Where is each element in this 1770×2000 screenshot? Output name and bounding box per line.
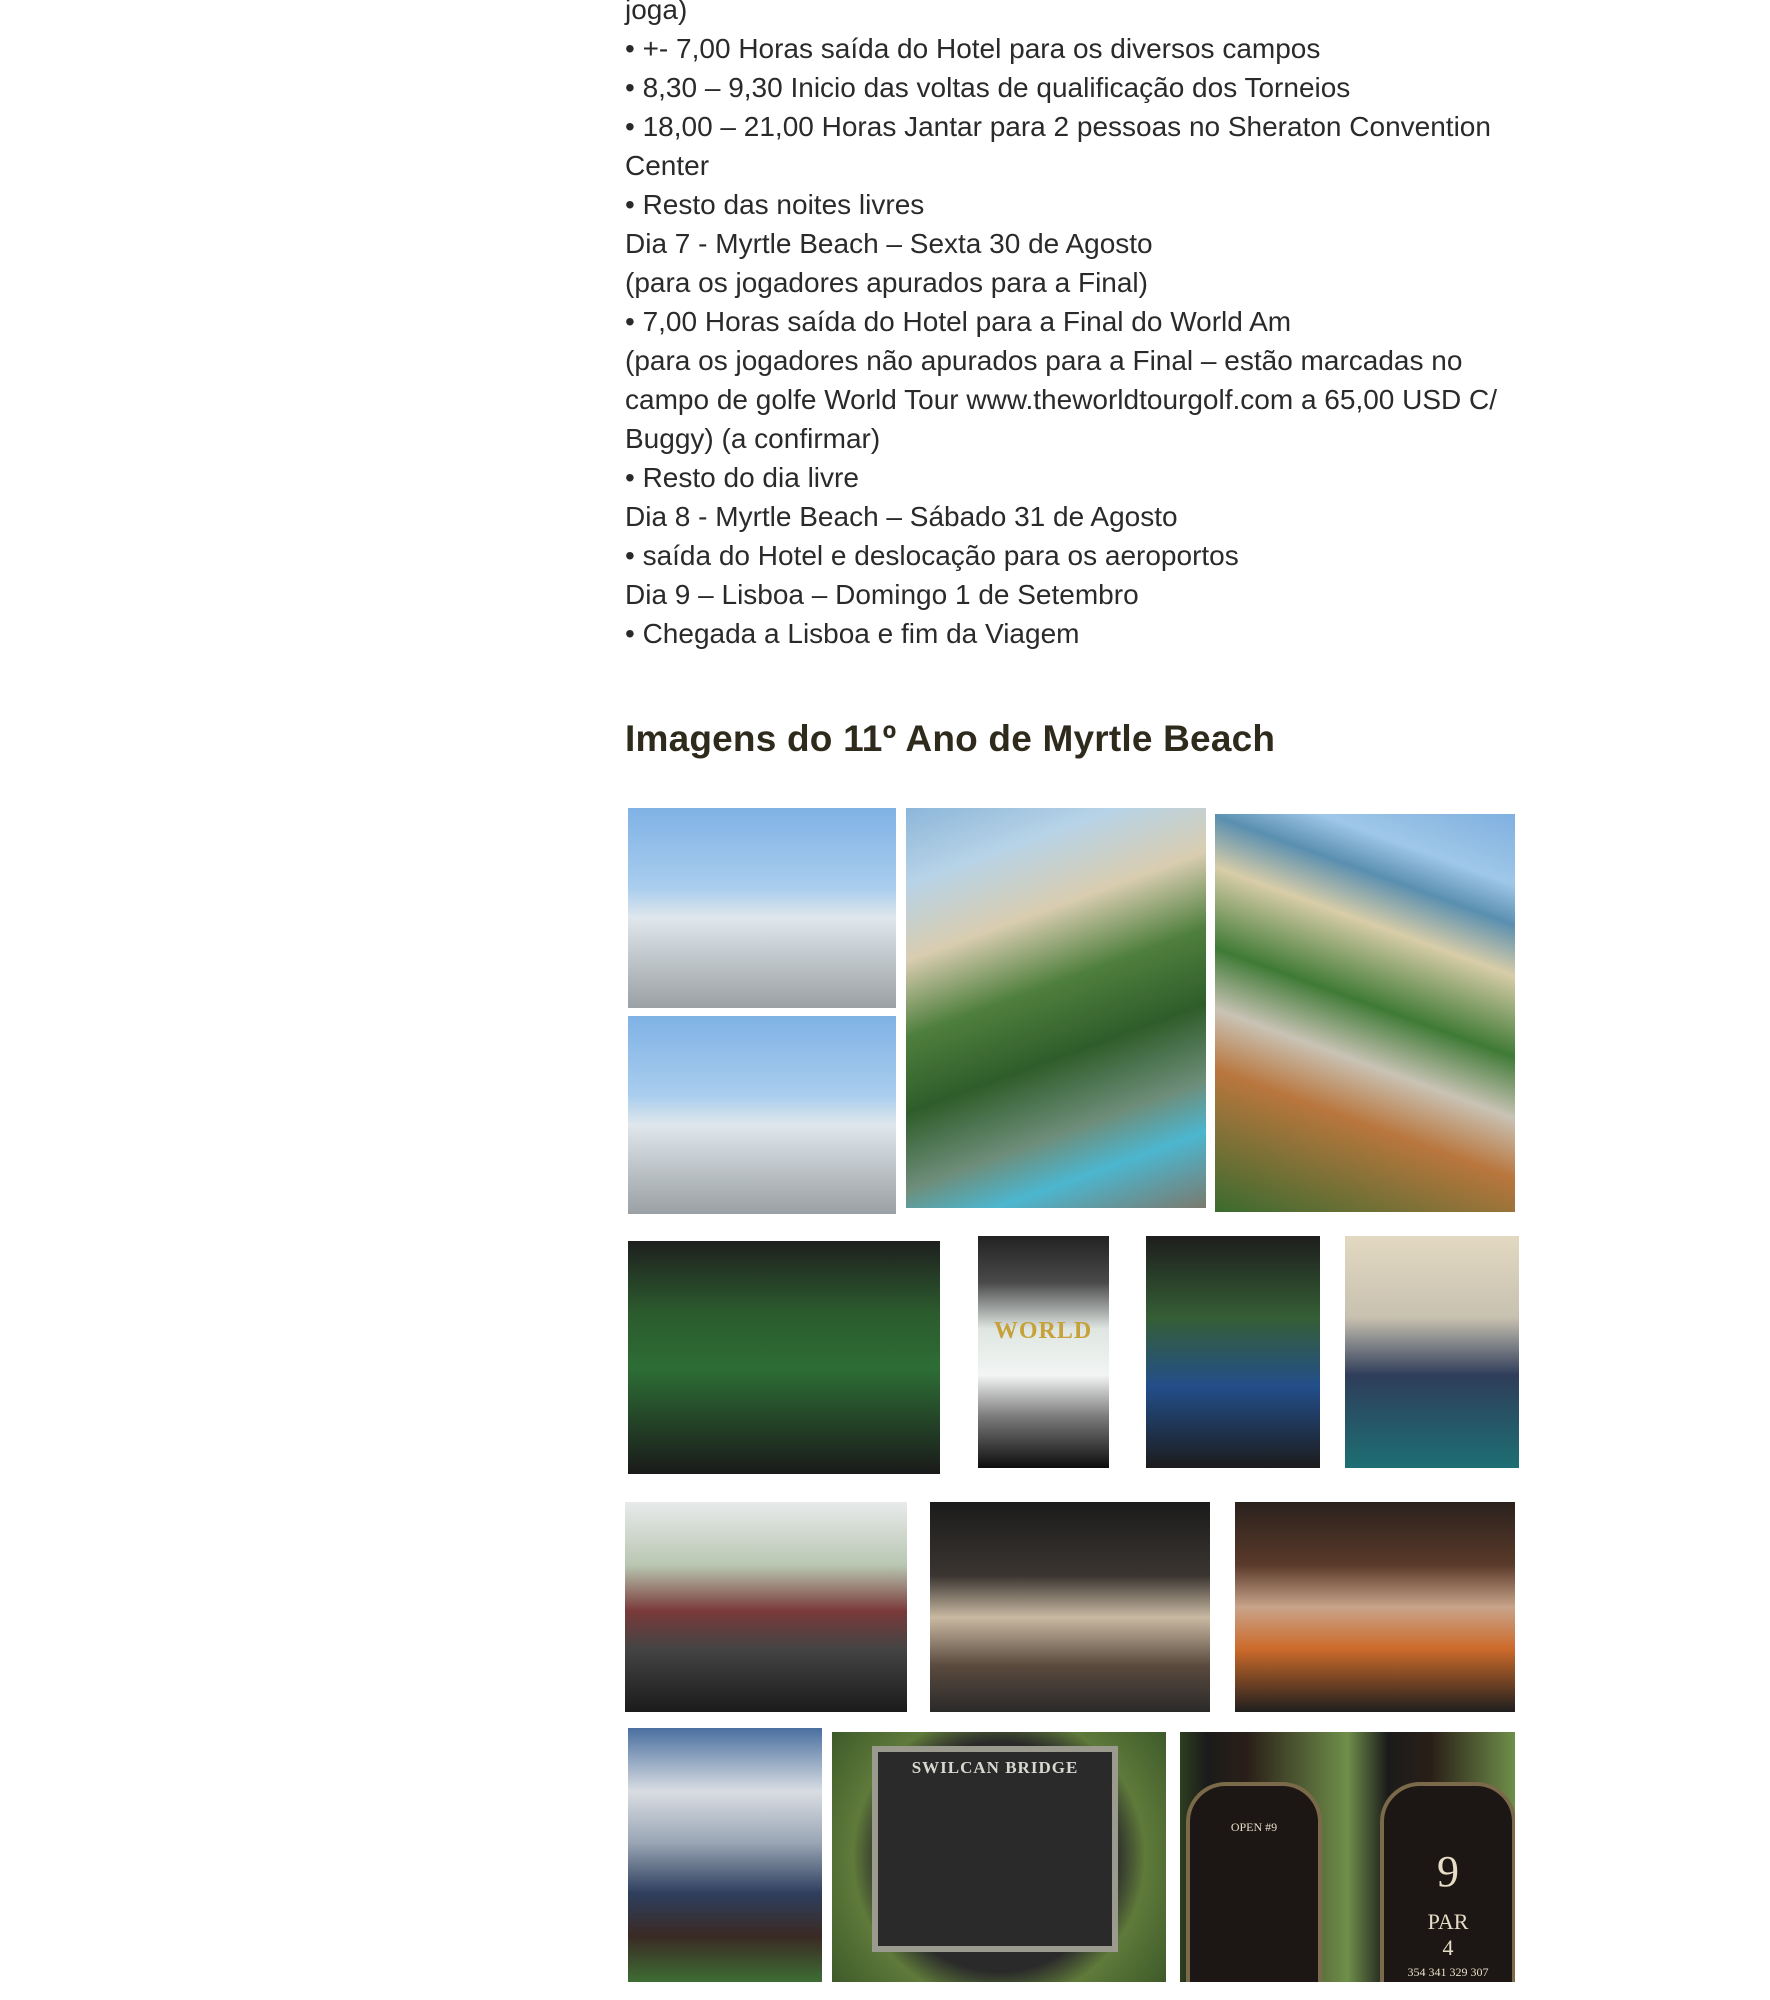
gallery-photo-balcony-group[interactable] <box>628 1728 822 1982</box>
itinerary-line: • +- 7,00 Horas saída do Hotel para os diversos campos <box>625 33 1321 64</box>
sign-par-label: PAR <box>1427 1909 1469 1934</box>
itinerary-line: • Chegada a Lisboa e fim da Viagem <box>625 618 1080 649</box>
itinerary-list <box>625 0 1525 653</box>
itinerary-line: • Resto das noites livres <box>625 189 925 220</box>
itinerary-section <box>625 0 1525 653</box>
itinerary-line: Buggy) (a confirmar) <box>625 423 881 454</box>
itinerary-line: • saída do Hotel e deslocação para os aeroportos <box>625 540 1239 571</box>
plaque-title: SWILCAN BRIDGE <box>872 1746 1118 1952</box>
hole-sign-open <box>1186 1782 1322 1982</box>
gallery-photo-group-event[interactable] <box>625 1502 907 1712</box>
gallery-photo-dinner-table[interactable] <box>930 1502 1210 1712</box>
hole-sign-par <box>1380 1782 1515 1982</box>
itinerary-line: joga) <box>625 0 688 25</box>
gallery-photo-beach-pool[interactable] <box>906 808 1206 1208</box>
itinerary-line: campo de golfe World Tour www.theworldtourgolf.com a 65,00 USD C/ <box>625 384 1498 415</box>
gallery-photo-team-booth[interactable] <box>1146 1236 1320 1468</box>
itinerary-day-heading: Dia 7 - Myrtle Beach – Sexta 30 de Agosto <box>625 228 1153 259</box>
sign-yardages: 354 341 329 307 <box>1407 1965 1489 1979</box>
gallery-photo-swilcan-bridge-plaque[interactable] <box>832 1732 1166 1982</box>
sign-open-label: OPEN #9 <box>1230 1820 1278 1834</box>
itinerary-line: Center <box>625 150 710 181</box>
gallery-photo-parking-cars[interactable] <box>628 1016 896 1214</box>
gallery-photo-convention-hall[interactable] <box>1345 1236 1519 1468</box>
gallery-photo-dinner-group[interactable] <box>1235 1502 1515 1712</box>
trophy-logo-text: WORLD <box>993 1318 1093 1344</box>
itinerary-day-heading: Dia 8 - Myrtle Beach – Sábado 31 de Agosto <box>625 501 1178 532</box>
itinerary-line: • 7,00 Horas saída do Hotel para a Final do World Am <box>625 306 1292 337</box>
sign-hole-number: 9 <box>1437 1847 1459 1896</box>
gallery-photo-group-parking[interactable] <box>628 808 896 1008</box>
sign-par-value: 4 <box>1442 1935 1454 1960</box>
itinerary-line: (para os jogadores não apurados para a Final – estão marcadas no <box>625 345 1463 376</box>
itinerary-line: (para os jogadores apurados para a Final) <box>625 267 1148 298</box>
itinerary-day-heading: Dia 9 – Lisboa – Domingo 1 de Setembro <box>625 579 1139 610</box>
gallery-title: Imagens do 11º Ano de Myrtle Beach <box>625 718 1276 759</box>
gallery-photo-hole-9-signs[interactable] <box>1180 1732 1515 1982</box>
gallery-photo-beach-aerial[interactable] <box>1215 814 1515 1212</box>
gallery-photo-world-amateur-trophy[interactable] <box>978 1236 1109 1468</box>
gallery-photo-booth-portugal-flag[interactable] <box>628 1241 940 1474</box>
itinerary-line: • 8,30 – 9,30 Inicio das voltas de qualificação dos Torneios <box>625 72 1351 103</box>
itinerary-line: • Resto do dia livre <box>625 462 859 493</box>
itinerary-line: • 18,00 – 21,00 Horas Jantar para 2 pessoas no Sheraton Convention <box>625 111 1491 142</box>
